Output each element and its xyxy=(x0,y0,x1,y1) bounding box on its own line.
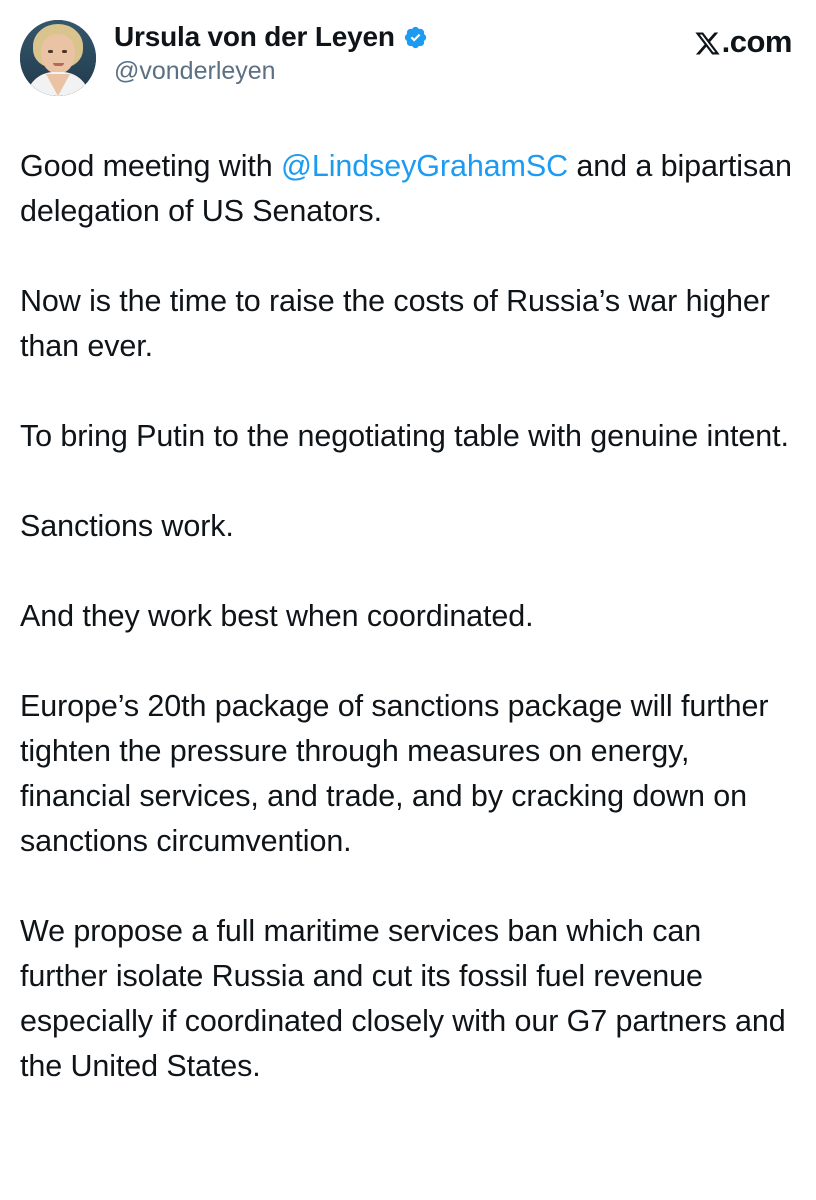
tweet-paragraph xyxy=(20,684,796,864)
account-name-block xyxy=(114,18,428,86)
tweet-paragraph xyxy=(20,909,796,1089)
tweet-text xyxy=(20,144,796,1089)
tweet-text-segment: Europe’s 20th package of sanctions package will further tighten the pressure through measures on energy, financial services, and trade, and by cracking down on sanctions circumvention. xyxy=(20,689,769,858)
avatar-face xyxy=(41,34,75,74)
tweet-paragraph xyxy=(20,279,796,369)
tweet-paragraph xyxy=(20,504,796,549)
tweet-paragraph xyxy=(20,144,796,234)
display-name[interactable]: Ursula von der Leyen xyxy=(114,21,395,52)
x-logo-icon xyxy=(694,29,721,56)
display-name-row xyxy=(114,22,428,53)
mention-link[interactable]: @LindseyGrahamSC xyxy=(280,149,569,183)
account-handle[interactable]: @vonderleyen xyxy=(114,56,276,85)
tweet-text-segment: Sanctions work. xyxy=(20,509,234,543)
avatar-eye-left xyxy=(48,50,53,53)
avatar-eye-right xyxy=(62,50,67,53)
tweet-text-segment: We propose a full maritime services ban which can further isolate Russia and cut its fossil fuel revenue especially if coordinated closely with our G7 partners and the United States. xyxy=(20,914,786,1083)
tweet-text-segment: And they work best when coordinated. xyxy=(20,599,534,633)
tweet-text-segment: Now is the time to raise the costs of Russia’s war higher than ever. xyxy=(20,284,770,363)
tweet-text-segment: To bring Putin to the negotiating table with genuine intent. xyxy=(20,419,789,453)
verified-badge-icon xyxy=(403,25,428,50)
x-com-suffix: .com xyxy=(721,24,792,59)
tweet-paragraph xyxy=(20,594,796,639)
tweet-paragraph xyxy=(20,414,796,459)
tweet-text-segment: and a bipartisan delegation of US Senators. xyxy=(20,149,792,228)
tweet-header xyxy=(20,18,796,110)
avatar-mouth xyxy=(53,63,64,66)
tweet-text-segment: Good meeting with xyxy=(20,149,281,183)
x-com-watermark xyxy=(694,24,792,60)
avatar[interactable] xyxy=(20,20,96,96)
